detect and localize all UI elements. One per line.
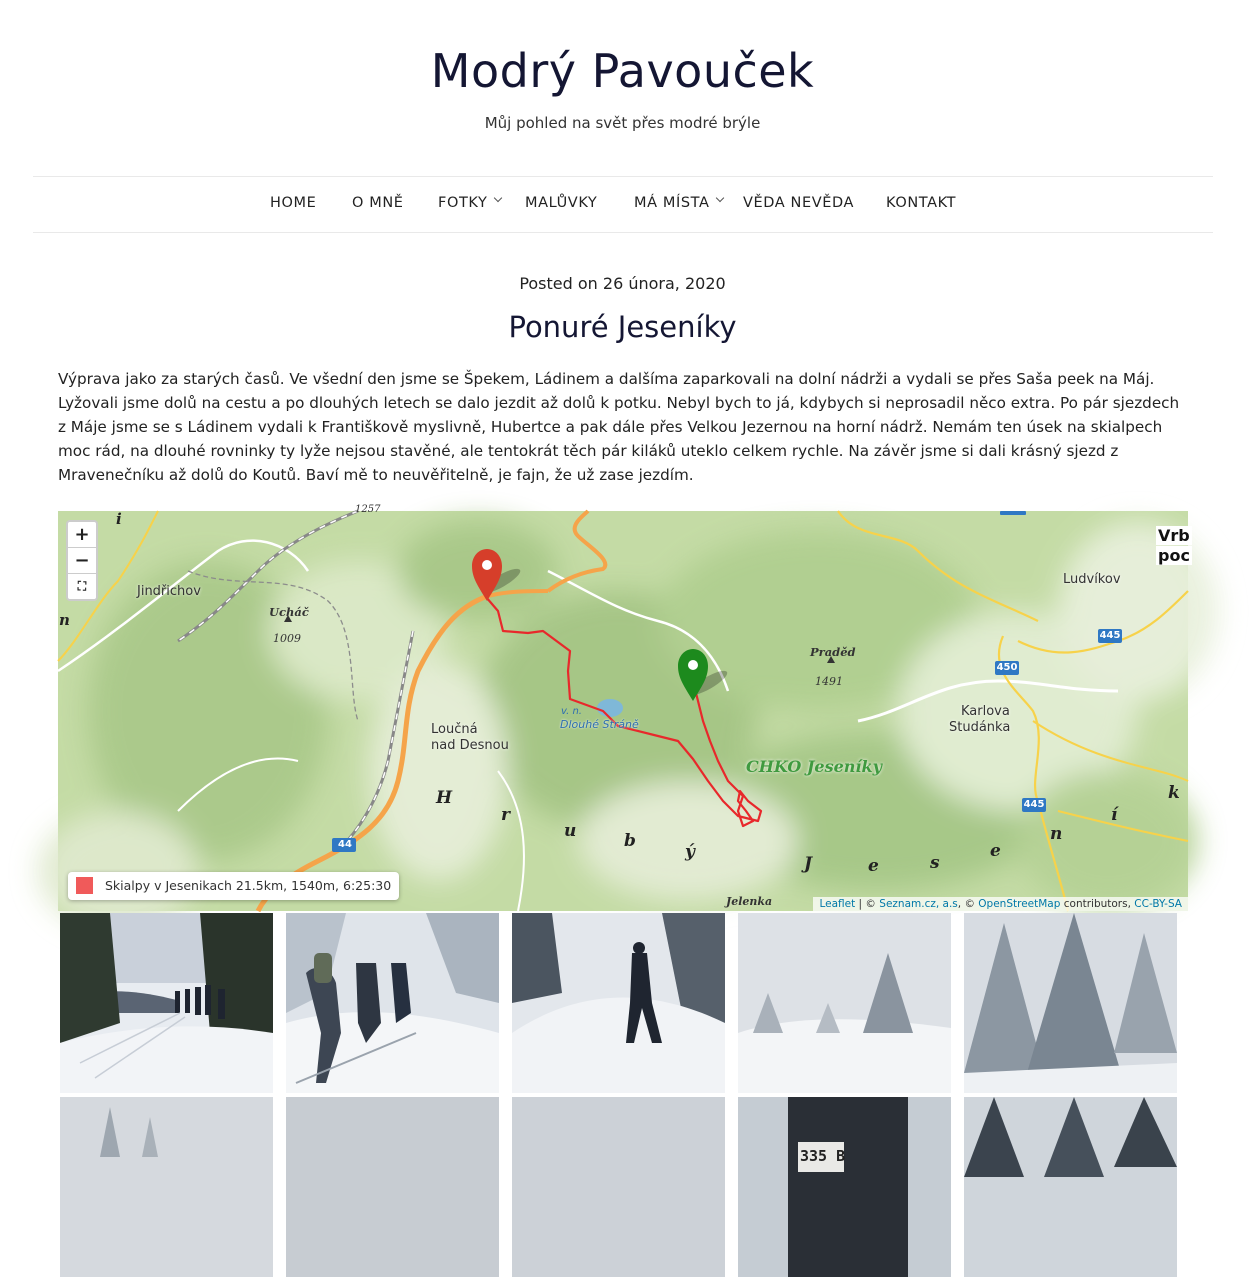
map-label-ludvikov: Ludvíkov bbox=[1063, 572, 1121, 587]
range-letter: H bbox=[436, 788, 453, 808]
track-legend bbox=[68, 872, 399, 900]
photo-snowy-forest[interactable] bbox=[964, 1097, 1177, 1277]
map-label-jelenka: Jelenka bbox=[726, 895, 773, 908]
track-legend-label: Skialpy v Jesenikach 21.5km, 1540m, 6:25:30 bbox=[105, 878, 392, 893]
route-map[interactable] bbox=[58, 504, 1190, 911]
map-label-vrb-2: poc bbox=[1158, 546, 1190, 565]
range-letter: n bbox=[1050, 824, 1063, 844]
signpost-text: 335 B bbox=[800, 1147, 846, 1165]
nav-label: VĚDA NEVĚDA bbox=[743, 195, 855, 211]
nav-item-home[interactable] bbox=[270, 195, 316, 211]
range-letter: n bbox=[59, 611, 70, 629]
nav-label: HOME bbox=[270, 195, 317, 211]
nav-item-maluvky[interactable] bbox=[525, 195, 597, 211]
nav-item-ma-mista[interactable] bbox=[634, 195, 723, 211]
track-color-swatch bbox=[76, 877, 93, 894]
road-shield-44: 44 bbox=[338, 839, 352, 850]
photo-fog-2[interactable] bbox=[286, 1097, 499, 1277]
nav-label: KONTAKT bbox=[886, 195, 957, 211]
fullscreen-icon: ⛶ bbox=[77, 579, 87, 593]
map-label-jindrichov: Jindřichov bbox=[137, 584, 201, 599]
range-letter: i bbox=[116, 510, 122, 528]
range-letter: u bbox=[564, 821, 577, 841]
nav-label: MALŮVKY bbox=[525, 195, 598, 211]
map-label-top-elevation: 1257 bbox=[355, 504, 381, 515]
fullscreen-button[interactable] bbox=[68, 574, 96, 599]
map-label-vrb: Vrb bbox=[1158, 526, 1190, 545]
zoom-in-button[interactable]: + bbox=[68, 522, 96, 548]
map-label-reservoir: v. n. bbox=[561, 706, 582, 717]
attribution-separator: , © bbox=[957, 898, 979, 910]
seznam-link[interactable]: Seznam.cz, a.s bbox=[879, 898, 958, 910]
photo-fog-3[interactable] bbox=[512, 1097, 725, 1277]
range-letter: k bbox=[1168, 783, 1180, 803]
site-tagline: Můj pohled na svět přes modré brýle bbox=[484, 114, 761, 132]
photo-skiers-on-trail[interactable] bbox=[60, 913, 273, 1093]
map-label-karlova-2: Studánka bbox=[949, 720, 1011, 735]
photo-skiers-on-ridge[interactable] bbox=[286, 913, 499, 1093]
range-letter: s bbox=[930, 853, 940, 873]
map-label-karlova: Karlova bbox=[961, 704, 1010, 719]
zoom-out-button[interactable]: − bbox=[68, 548, 96, 574]
nav-item-veda-neveda[interactable] bbox=[743, 195, 854, 211]
photo-signpost-335b[interactable] bbox=[738, 1097, 951, 1277]
map-label-loucna-2: nad Desnou bbox=[431, 738, 509, 753]
range-letter: J bbox=[804, 854, 813, 874]
road-shield-450: 450 bbox=[996, 662, 1018, 673]
post-title: Ponuré Jeseníky bbox=[508, 310, 737, 344]
chevron-down-icon[interactable] bbox=[494, 194, 502, 202]
map-label-praded: Praděd bbox=[810, 645, 856, 659]
range-letter: e bbox=[868, 856, 879, 876]
post-date: Posted on 26 února, 2020 bbox=[519, 274, 726, 293]
photo-foggy-snow-trees[interactable] bbox=[738, 913, 951, 1093]
post-body: Výprava jako za starých časů. Ve všední den jsme se Špekem, Ládinem a dalšíma zaparkovali na dolní nádrži a vydali se přes Saša peek na Máj. Lyžovali jsme dolů na cestu a po dlouhých letech se dalo jezdit až dolů k potku. Nebyl bych to já, kdybych si neprosadil něco extra. Po pár sjezdech z Máje jsme se s Ládinem vydali k Františkově myslivně, Hubertce a pak dále přes Velkou Jezernou na horní nádrž. Nemám ten úsek na skialpech moc rád, na dlouhé rovninky ty lyže nejsou stavěné, ale tentokrát těch pár kiláků uteklo celkem rychle. Na závěr jsme si dali krásný sjezd z Mravenečníku až dolů do Koutů. Baví mě to neuvěřitelně, je fajn, že už zase jezdím. bbox=[58, 370, 1180, 484]
map-label-loucna: Loučná bbox=[431, 722, 478, 737]
attribution-separator: | © bbox=[855, 898, 880, 910]
nav-label: FOTKY bbox=[438, 195, 488, 211]
nav-label: MÁ MÍSTA bbox=[634, 195, 710, 211]
range-letter: b bbox=[624, 831, 636, 851]
photo-frozen-spruces[interactable] bbox=[964, 913, 1177, 1093]
zoom-control bbox=[66, 520, 98, 601]
map-attribution bbox=[813, 897, 1188, 911]
road-shield-445: 445 bbox=[1099, 630, 1121, 641]
photo-fog-1[interactable] bbox=[60, 1097, 273, 1277]
main-navigation bbox=[33, 176, 1213, 233]
map-tiles[interactable] bbox=[58, 511, 1188, 911]
map-label-reservoir-2: Dlouhé Stráně bbox=[560, 718, 639, 731]
photo-skier-climbing[interactable] bbox=[512, 913, 725, 1093]
road-shield-445-south: 445 bbox=[1023, 799, 1045, 810]
map-label-uchac-elevation: 1009 bbox=[273, 632, 301, 645]
attribution-separator: contributors, bbox=[1060, 898, 1135, 910]
range-letter: e bbox=[990, 841, 1001, 861]
map-label-uchac: Ucháč bbox=[269, 605, 309, 619]
site-title[interactable]: Modrý Pavouček bbox=[430, 44, 815, 98]
range-letter: ý bbox=[685, 842, 695, 862]
range-letter: í bbox=[1111, 805, 1118, 825]
nav-item-fotky[interactable] bbox=[438, 195, 501, 211]
chevron-down-icon[interactable] bbox=[716, 194, 724, 202]
map-label-praded-elevation: 1491 bbox=[815, 675, 843, 688]
nav-item-o-mne[interactable] bbox=[352, 195, 404, 211]
range-letter: r bbox=[501, 805, 510, 825]
map-label-chko: CHKO Jeseníky bbox=[746, 757, 882, 776]
leaflet-link[interactable]: Leaflet bbox=[819, 898, 856, 910]
nav-label: O MNĚ bbox=[352, 195, 404, 211]
license-link[interactable]: CC-BY-SA bbox=[1134, 898, 1182, 910]
osm-link[interactable]: OpenStreetMap bbox=[978, 898, 1061, 910]
nav-item-kontakt[interactable] bbox=[886, 195, 956, 211]
